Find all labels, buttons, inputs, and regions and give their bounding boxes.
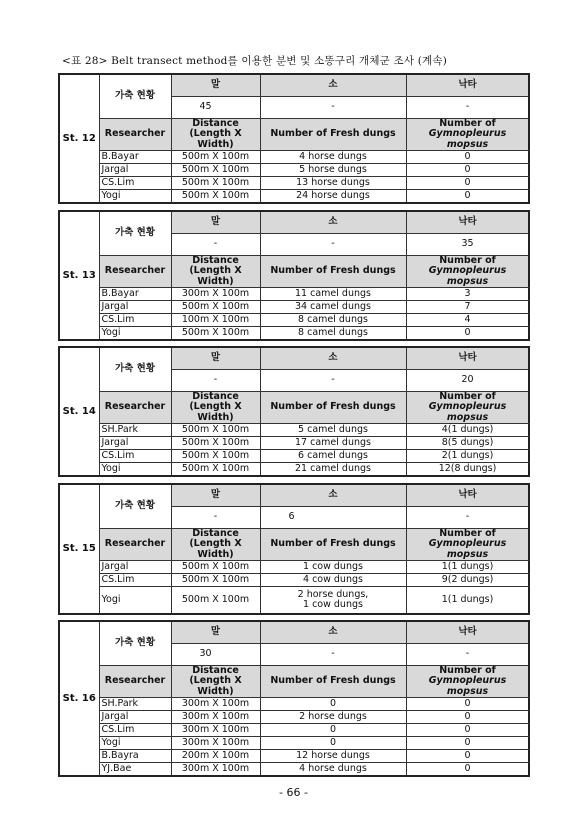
animal-camel-header: 낙타 (406, 74, 529, 96)
beetle-header-line1: Number of (439, 391, 496, 402)
researcher-cell: Yogi (99, 587, 171, 614)
table-row (59, 424, 529, 437)
table-row (59, 463, 529, 476)
researcher-header: Researcher (99, 255, 171, 287)
table-row (59, 151, 529, 164)
distance-header-line1: Distance (192, 255, 239, 266)
researcher-cell: B.Bayar (99, 151, 171, 164)
beetles-cell: 0 (406, 327, 529, 340)
animal-camel-header: 낙타 (406, 347, 529, 369)
distance-cell: 300m X 100m (171, 288, 260, 301)
distance-header-line2: (Length X Width) (189, 401, 242, 423)
count-camel: 20 (406, 369, 529, 391)
distance-header-line2: (Length X Width) (189, 675, 242, 697)
researcher-cell: CS.Lim (99, 574, 171, 587)
beetles-cell: 2(1 dungs) (406, 450, 529, 463)
distance-header-line1: Distance (192, 528, 239, 539)
dungs-cell: 4 horse dungs (260, 763, 406, 776)
distance-header-line2: (Length X Width) (189, 265, 242, 287)
animal-cow-header: 소 (260, 484, 406, 506)
livestock-label: 가축 현황 (99, 484, 171, 528)
beetle-header-line1: Number of (439, 118, 496, 129)
animal-cow-header: 소 (260, 211, 406, 233)
dungs-cell: 24 horse dungs (260, 190, 406, 203)
table-row (59, 190, 529, 203)
animal-cow-header: 소 (260, 74, 406, 96)
dungs-header: Number of Fresh dungs (260, 255, 406, 287)
table-caption: <표 28> Belt transect method를 이용한 분변 및 소똥구리 개체군 조사 (계속) (62, 55, 448, 67)
beetles-cell: 4(1 dungs) (406, 424, 529, 437)
dungs-cell: 8 camel dungs (260, 314, 406, 327)
animal-camel-header: 낙타 (406, 621, 529, 643)
count-cow: - (260, 233, 406, 255)
beetles-cell: 0 (406, 711, 529, 724)
animal-cow-header: 소 (260, 347, 406, 369)
livestock-label: 가축 현황 (99, 621, 171, 665)
table-row (59, 288, 529, 301)
animal-horse-header: 말 (171, 621, 260, 643)
beetle-header (406, 255, 529, 287)
table-row (59, 724, 529, 737)
count-horse: - (171, 506, 260, 528)
table-row (59, 698, 529, 711)
distance-header-line2: (Length X Width) (189, 128, 242, 150)
station-label: St. 15 (59, 484, 99, 614)
researcher-cell: CS.Lim (99, 314, 171, 327)
count-camel: - (406, 96, 529, 118)
beetles-cell: 3 (406, 288, 529, 301)
table-row (59, 763, 529, 776)
count-camel: 35 (406, 233, 529, 255)
animal-horse-header: 말 (171, 211, 260, 233)
dungs-cell: 11 camel dungs (260, 288, 406, 301)
dungs-cell: 4 horse dungs (260, 151, 406, 164)
dungs-cell: 17 camel dungs (260, 437, 406, 450)
beetle-header-species: Gymnopleurus mopsus (428, 675, 507, 697)
station-label: St. 13 (59, 211, 99, 340)
beetles-cell: 0 (406, 177, 529, 190)
researcher-cell: YJ.Bae (99, 763, 171, 776)
beetles-cell: 1(1 dungs) (406, 561, 529, 574)
dungs-header: Number of Fresh dungs (260, 665, 406, 697)
distance-header-line1: Distance (192, 118, 239, 129)
researcher-cell: Yogi (99, 463, 171, 476)
beetle-header (406, 118, 529, 150)
beetle-header-line1: Number of (439, 528, 496, 539)
distance-header (171, 255, 260, 287)
researcher-cell: B.Bayra (99, 750, 171, 763)
livestock-label: 가축 현황 (99, 74, 171, 118)
table-row (59, 437, 529, 450)
researcher-cell: Jargal (99, 437, 171, 450)
beetle-header-line1: Number of (439, 255, 496, 266)
distance-cell: 300m X 100m (171, 711, 260, 724)
dungs-cell: 13 horse dungs (260, 177, 406, 190)
dungs-cell: 2 horse dungs (260, 711, 406, 724)
count-camel: - (406, 506, 529, 528)
dungs-cell: 0 (260, 698, 406, 711)
beetle-header-species: Gymnopleurus mopsus (428, 128, 507, 150)
distance-cell: 200m X 100m (171, 750, 260, 763)
animal-horse-header: 말 (171, 347, 260, 369)
researcher-cell: Yogi (99, 737, 171, 750)
page-number: - 66 - (279, 786, 308, 799)
count-cow: - (260, 369, 406, 391)
distance-cell: 500m X 100m (171, 463, 260, 476)
station-table-st14 (58, 346, 530, 477)
beetles-cell: 0 (406, 750, 529, 763)
count-horse: 30 (171, 643, 260, 665)
distance-header-line1: Distance (192, 391, 239, 402)
count-cow: 6 (260, 506, 406, 528)
researcher-cell: Jargal (99, 301, 171, 314)
count-camel: - (406, 643, 529, 665)
dungs-cell (260, 587, 406, 614)
distance-header (171, 118, 260, 150)
distance-cell: 500m X 100m (171, 574, 260, 587)
dungs-cell: 5 horse dungs (260, 164, 406, 177)
dungs-cell: 0 (260, 737, 406, 750)
distance-cell: 300m X 100m (171, 698, 260, 711)
station-label: St. 16 (59, 621, 99, 776)
distance-cell: 500m X 100m (171, 301, 260, 314)
livestock-label: 가축 현황 (99, 347, 171, 391)
table-row (59, 314, 529, 327)
distance-cell: 100m X 100m (171, 314, 260, 327)
beetles-cell: 0 (406, 724, 529, 737)
beetles-cell: 0 (406, 737, 529, 750)
distance-cell: 500m X 100m (171, 437, 260, 450)
count-cow: - (260, 643, 406, 665)
distance-cell: 500m X 100m (171, 424, 260, 437)
dungs-line1: 2 horse dungs, (297, 588, 369, 600)
researcher-cell: Jargal (99, 561, 171, 574)
researcher-header: Researcher (99, 118, 171, 150)
researcher-cell: Yogi (99, 327, 171, 340)
distance-cell: 500m X 100m (171, 151, 260, 164)
distance-cell: 500m X 100m (171, 561, 260, 574)
animal-horse-header: 말 (171, 484, 260, 506)
distance-header (171, 528, 260, 560)
researcher-cell: SH.Park (99, 424, 171, 437)
dungs-cell: 0 (260, 724, 406, 737)
animal-camel-header: 낙타 (406, 211, 529, 233)
beetles-cell: 0 (406, 763, 529, 776)
animal-horse-header: 말 (171, 74, 260, 96)
dungs-cell: 4 cow dungs (260, 574, 406, 587)
beetles-cell: 7 (406, 301, 529, 314)
researcher-cell: CS.Lim (99, 177, 171, 190)
distance-cell: 300m X 100m (171, 724, 260, 737)
beetles-cell: 9(2 dungs) (406, 574, 529, 587)
distance-cell: 500m X 100m (171, 177, 260, 190)
beetle-header (406, 665, 529, 697)
table-row (59, 587, 529, 614)
beetles-cell: 0 (406, 164, 529, 177)
table-row (59, 177, 529, 190)
station-table-st15 (58, 483, 530, 615)
table-row (59, 711, 529, 724)
distance-header (171, 665, 260, 697)
dungs-cell: 8 camel dungs (260, 327, 406, 340)
dungs-line2: 1 cow dungs (303, 598, 363, 610)
beetles-cell: 8(5 dungs) (406, 437, 529, 450)
beetles-cell: 12(8 dungs) (406, 463, 529, 476)
dungs-header: Number of Fresh dungs (260, 391, 406, 423)
beetles-cell: 1(1 dungs) (406, 587, 529, 614)
researcher-header: Researcher (99, 528, 171, 560)
beetle-header-species: Gymnopleurus mopsus (428, 265, 507, 287)
distance-cell: 300m X 100m (171, 737, 260, 750)
beetle-header-species: Gymnopleurus mopsus (428, 401, 507, 423)
table-row (59, 450, 529, 463)
station-label: St. 12 (59, 74, 99, 203)
beetle-header-species: Gymnopleurus mopsus (428, 538, 507, 560)
dungs-cell: 34 camel dungs (260, 301, 406, 314)
distance-cell: 500m X 100m (171, 190, 260, 203)
table-row (59, 574, 529, 587)
station-table-st12 (58, 73, 530, 204)
count-cow: - (260, 96, 406, 118)
researcher-header: Researcher (99, 391, 171, 423)
researcher-cell: Yogi (99, 190, 171, 203)
researcher-cell: Jargal (99, 164, 171, 177)
distance-cell: 500m X 100m (171, 327, 260, 340)
dungs-cell: 6 camel dungs (260, 450, 406, 463)
beetle-header-line1: Number of (439, 665, 496, 676)
table-row (59, 301, 529, 314)
beetles-cell: 0 (406, 151, 529, 164)
researcher-cell: CS.Lim (99, 724, 171, 737)
researcher-header: Researcher (99, 665, 171, 697)
researcher-cell: CS.Lim (99, 450, 171, 463)
station-table-st16 (58, 620, 530, 777)
dungs-cell: 5 camel dungs (260, 424, 406, 437)
beetle-header (406, 528, 529, 560)
researcher-cell: Jargal (99, 711, 171, 724)
beetles-cell: 4 (406, 314, 529, 327)
distance-cell: 300m X 100m (171, 763, 260, 776)
animal-camel-header: 낙타 (406, 484, 529, 506)
distance-header-line2: (Length X Width) (189, 538, 242, 560)
count-horse: 45 (171, 96, 260, 118)
distance-cell: 500m X 100m (171, 587, 260, 614)
dungs-cell: 1 cow dungs (260, 561, 406, 574)
dungs-cell: 21 camel dungs (260, 463, 406, 476)
station-label: St. 14 (59, 347, 99, 476)
table-row (59, 750, 529, 763)
table-row (59, 327, 529, 340)
beetles-cell: 0 (406, 698, 529, 711)
distance-header-line1: Distance (192, 665, 239, 676)
table-row (59, 737, 529, 750)
dungs-cell: 12 horse dungs (260, 750, 406, 763)
distance-cell: 500m X 100m (171, 450, 260, 463)
distance-cell: 500m X 100m (171, 164, 260, 177)
station-table-st13 (58, 210, 530, 341)
count-horse: - (171, 369, 260, 391)
beetle-header (406, 391, 529, 423)
dungs-header: Number of Fresh dungs (260, 528, 406, 560)
beetles-cell: 0 (406, 190, 529, 203)
distance-header (171, 391, 260, 423)
animal-cow-header: 소 (260, 621, 406, 643)
dungs-header: Number of Fresh dungs (260, 118, 406, 150)
livestock-label: 가축 현황 (99, 211, 171, 255)
researcher-cell: SH.Park (99, 698, 171, 711)
table-row (59, 164, 529, 177)
researcher-cell: B.Bayar (99, 288, 171, 301)
count-horse: - (171, 233, 260, 255)
table-row (59, 561, 529, 574)
